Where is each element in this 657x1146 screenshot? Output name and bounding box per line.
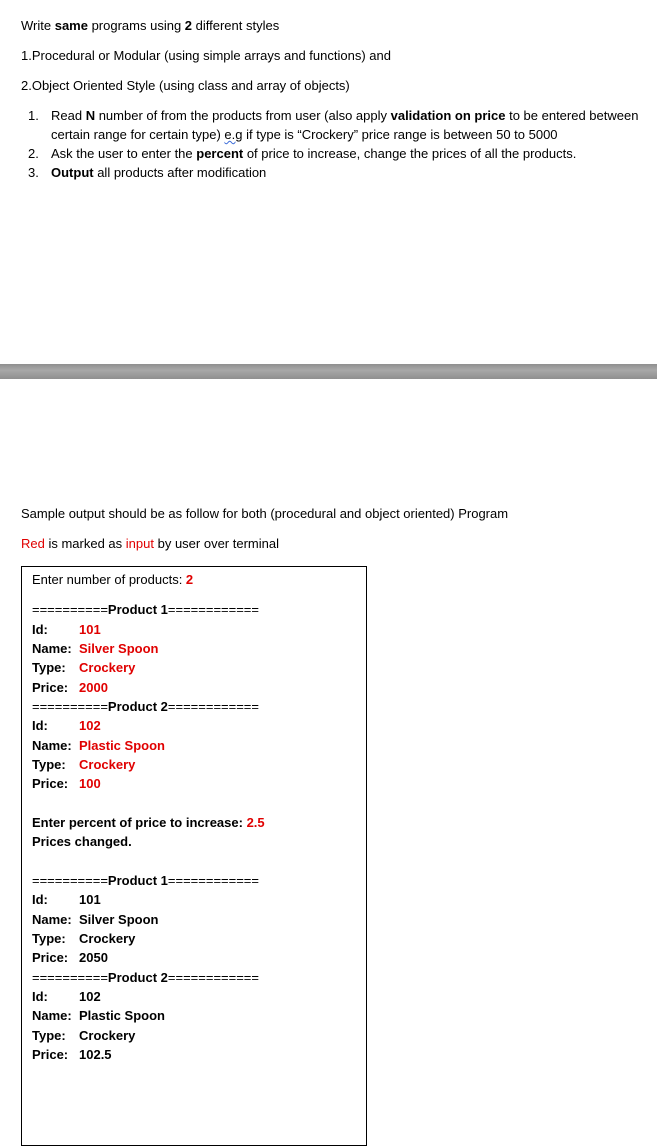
percent-value: 2.5 [246,815,265,830]
legend-text: is marked as [44,536,126,551]
task-text: to be entered between certain range for certain type) [51,108,639,142]
task-item-2 [28,144,648,163]
task-text: of price to increase, change the prices of all the products. [243,146,577,161]
field-id [32,989,101,1005]
task-number: 1. [28,108,39,123]
task-number: 2. [28,146,39,161]
field-name [32,912,158,928]
task-spellcheck-word: e.g [224,127,243,142]
price-label: Price: [32,950,69,965]
field-type [32,660,135,676]
field-id [32,718,101,734]
task-text: all products after modification [93,165,267,180]
intro-text: different styles [192,18,280,33]
intro-line [21,18,279,34]
field-type [32,931,135,947]
prices-changed-message: Prices changed. [32,834,132,849]
field-price [32,950,108,966]
field-price [32,776,101,792]
field-type [32,757,135,773]
terminal-output-box [21,566,367,1146]
name-label: Name: [32,1008,72,1023]
type-value: Crockery [79,1028,136,1043]
type-label: Type: [32,931,66,946]
field-name [32,738,165,754]
name-value: Plastic Spoon [79,1008,165,1023]
price-value: 2000 [79,680,108,695]
separator-left: ========== [32,602,108,617]
task-bold: percent [196,146,244,161]
separator-left: ========== [32,873,108,888]
page-divider [0,364,657,379]
product-header: Product 2 [107,970,168,985]
task-number: 3. [28,165,39,180]
percent-label: Enter percent of price to increase: [32,815,247,830]
type-label: Type: [32,757,66,772]
separator-right: ============ [167,873,259,888]
type-label: Type: [32,660,66,675]
separator-right: ============ [167,970,259,985]
price-label: Price: [32,680,69,695]
field-id [32,622,101,638]
task-item-3 [28,163,648,182]
enter-count-value: 2 [185,572,194,587]
product-header: Product 1 [107,873,168,888]
type-value: Crockery [79,757,136,772]
field-id [32,892,101,908]
style-2: 2.Object Oriented Style (using class and array of objects) [21,78,350,93]
price-value: 102.5 [79,1047,112,1062]
task-text: number of from the products from user (also apply [95,108,391,123]
name-label: Name: [32,912,72,927]
style-1: 1.Procedural or Modular (using simple arrays and functions) and [21,48,391,63]
field-price [32,680,108,696]
id-value: 101 [79,622,101,637]
intro-bold-two: 2 [184,18,193,33]
name-value: Silver Spoon [79,641,159,656]
name-label: Name: [32,641,72,656]
intro-bold-same: same [54,18,88,33]
id-value: 101 [79,892,101,907]
enter-count-line [32,572,193,588]
intro-text: programs using [87,18,185,33]
intro-text: Write [21,18,55,33]
task-bold: Output [51,165,94,180]
separator-right: ============ [167,602,259,617]
enter-count-label: Enter number of products: [32,572,186,587]
task-list [28,106,648,182]
legend-line [21,536,279,552]
type-value: Crockery [79,660,136,675]
legend-red-word: Red [21,536,45,551]
product-header: Product 1 [107,602,168,617]
field-type [32,1028,135,1044]
product-separator [32,602,259,618]
name-value: Silver Spoon [79,912,159,927]
field-name [32,1008,165,1024]
product-header: Product 2 [107,699,168,714]
price-value: 100 [79,776,101,791]
name-value: Plastic Spoon [79,738,165,753]
type-value: Crockery [79,931,136,946]
task-item-1 [28,106,648,144]
field-price [32,1047,112,1063]
product-separator [32,699,259,715]
separator-left: ========== [32,699,108,714]
type-label: Type: [32,1028,66,1043]
price-value: 2050 [79,950,108,965]
id-label: Id: [32,622,48,637]
task-text: Ask the user to enter the [51,146,197,161]
separator-left: ========== [32,970,108,985]
price-label: Price: [32,776,69,791]
task-text: if type is “Crockery” price range is between 50 to 5000 [242,127,558,142]
name-label: Name: [32,738,72,753]
task-bold: N [85,108,96,123]
id-label: Id: [32,892,48,907]
percent-line [32,815,265,831]
legend-text: by user over terminal [153,536,279,551]
legend-input-word: input [125,536,154,551]
field-name [32,641,158,657]
product-separator [32,873,259,889]
product-separator [32,970,259,986]
price-label: Price: [32,1047,69,1062]
task-bold: validation on price [390,108,506,123]
id-value: 102 [79,718,101,733]
separator-right: ============ [167,699,259,714]
id-label: Id: [32,989,48,1004]
sample-line: Sample output should be as follow for both (procedural and object oriented) Program [21,506,509,521]
id-value: 102 [79,989,101,1004]
id-label: Id: [32,718,48,733]
task-text: Read [51,108,86,123]
